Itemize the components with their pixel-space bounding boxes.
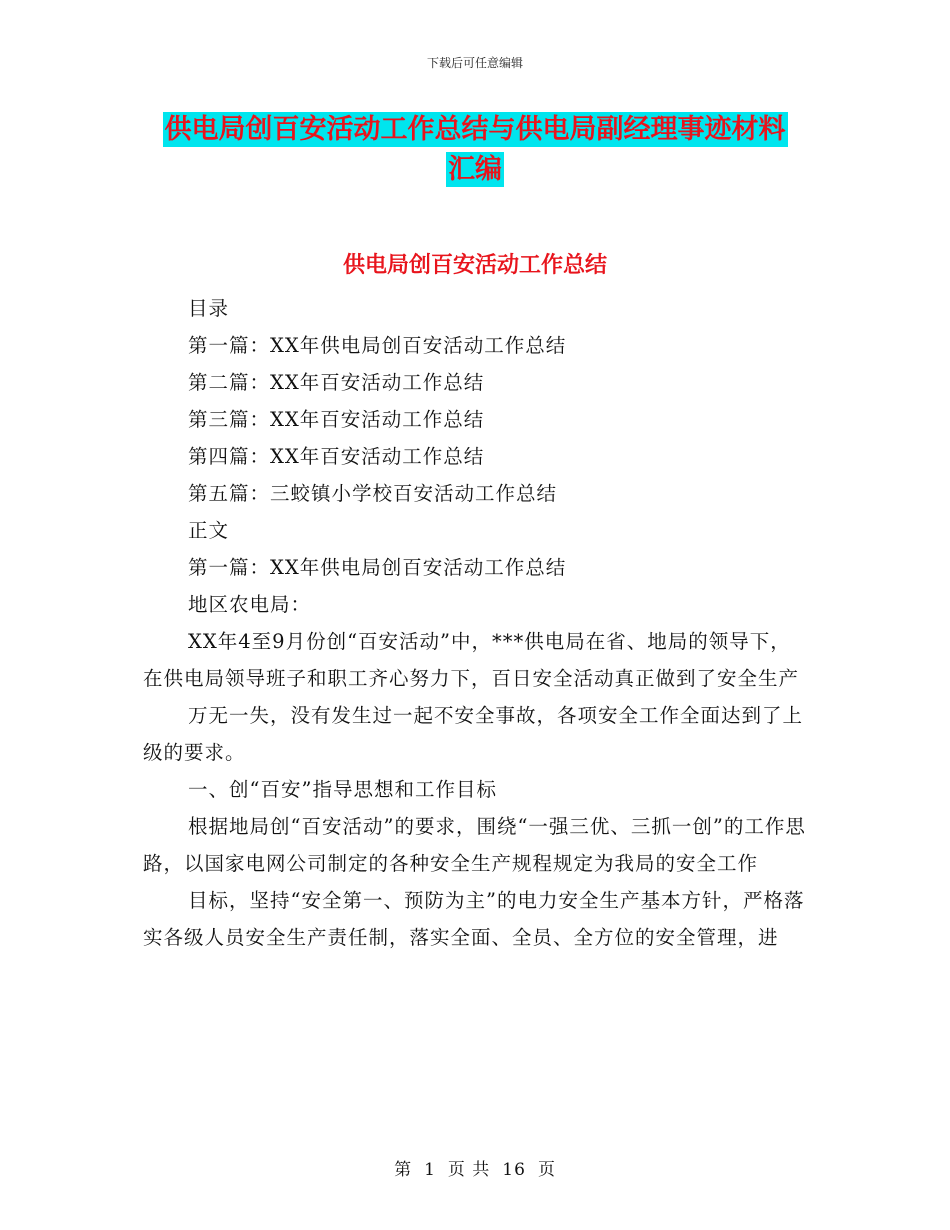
- section-label: 正文: [188, 519, 230, 542]
- toc-item: 第五篇：三蛟镇小学校百安活动工作总结: [188, 482, 558, 505]
- footer-suffix: 页: [537, 1160, 556, 1180]
- title-line-1: 供电局创百安活动工作总结与供电局副经理事迹材料: [164, 114, 786, 145]
- title-line-2: 汇编: [448, 154, 502, 185]
- total-pages: 16: [502, 1160, 526, 1180]
- footer-middle: 页 共: [447, 1160, 491, 1180]
- toc-heading: 目录: [188, 297, 230, 320]
- document-title: [150, 110, 800, 190]
- toc-item: 第三篇：XX年百安活动工作总结: [188, 408, 485, 431]
- section-subtitle: 供电局创百安活动工作总结: [342, 253, 607, 278]
- chapter-title: 第一篇：XX年供电局创百安活动工作总结: [188, 556, 567, 579]
- section-heading: 一、创“百安”指导思想和工作目标: [188, 778, 497, 801]
- paragraph: XX年4至9月份创“百安活动”中，***供电局在省、地局的领导下，在供电局领导班子和职工齐心努力下，百日安全活动真正做到了安全生产: [143, 630, 800, 690]
- paragraph: 万无一失，没有发生过一起不安全事故，各项安全工作全面达到了上级的要求。: [143, 704, 804, 764]
- paragraph: 目标，坚持“安全第一、预防为主”的电力安全生产基本方针，严格落实各级人员安全生产责任制，落实全面、全员、全方位的安全管理，进: [143, 889, 805, 949]
- paragraph: 根据地局创“百安活动”的要求，围绕“一强三优、三抓一创”的工作思路，以国家电网公司制定的各种安全生产规程规定为我局的安全工作: [143, 815, 806, 875]
- addressee: 地区农电局：: [188, 593, 312, 616]
- toc-item: 第二篇：XX年百安活动工作总结: [188, 371, 485, 394]
- header-note: 下载后可任意编辑: [426, 56, 523, 70]
- document-body: [143, 290, 808, 956]
- footer-prefix: 第: [394, 1160, 413, 1180]
- page-footer: [0, 1155, 950, 1180]
- toc-item: 第一篇：XX年供电局创百安活动工作总结: [188, 334, 567, 357]
- page-number: 1: [424, 1160, 436, 1180]
- toc-item: 第四篇：XX年百安活动工作总结: [188, 445, 485, 468]
